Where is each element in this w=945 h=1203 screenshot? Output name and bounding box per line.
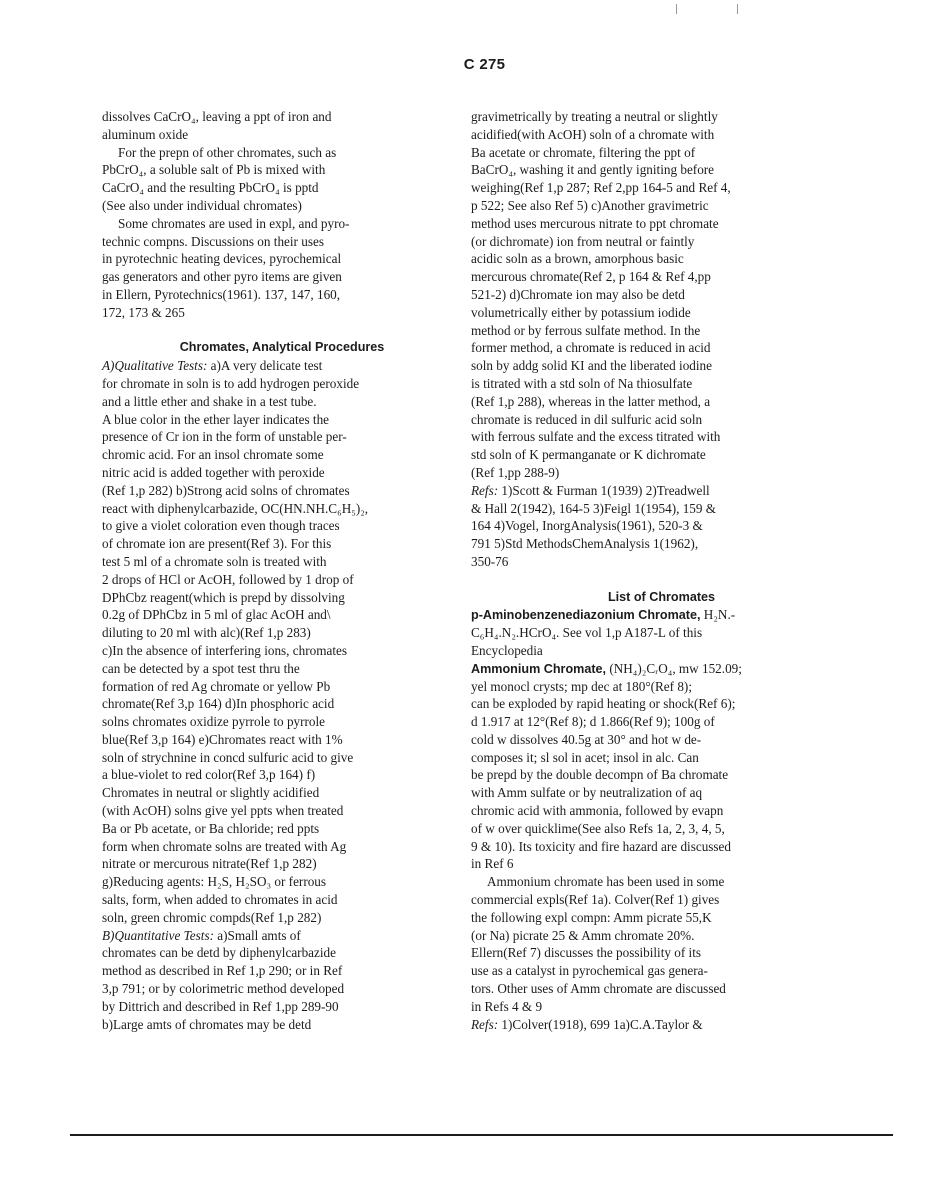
text-line: can be exploded by rapid heating or shock(Ref 6); — [471, 696, 736, 712]
text-line: A blue color in the ether layer indicates the — [102, 411, 330, 427]
text-line: CaCrO₄ and the resulting PbCrO₄ is pptd — [102, 180, 319, 196]
text-line: 0.2g of DPhCbz in 5 ml of glac AcOH and\ — [102, 607, 331, 623]
paragraph — [102, 215, 432, 322]
text-line: and a little ether and shake in a test tube. — [102, 393, 317, 409]
paragraph-line — [471, 482, 816, 500]
text-line: solns chromates oxidize pyrrole to pyrrole — [102, 714, 326, 730]
text-line: in Refs 4 & 9 — [471, 998, 543, 1014]
text-line: test 5 ml of a chromate soln is treated with — [102, 553, 327, 569]
text-line: (Ref 1,pp 288-9) — [471, 464, 560, 480]
text-line: gas generators and other pyro items are given — [102, 269, 342, 285]
text-line: be prepd by the double decompn of Ba chromate — [471, 767, 729, 783]
text-line: method as described in Ref 1,p 290; or in Ref — [102, 963, 343, 979]
text-line: is titrated with a std soln of Na thiosulfate — [471, 375, 693, 391]
paragraph-line — [102, 357, 432, 375]
entry-line — [471, 660, 816, 678]
quantitative-first-line: a)Small amts of — [213, 927, 301, 943]
text-line: by Dittrich and described in Ref 1,pp 289-90 — [102, 998, 339, 1014]
text-line: 9 & 10). Its toxicity and fire hazard are discussed — [471, 838, 732, 854]
entry-name: p-Aminobenzenediazonium Chromate, — [471, 608, 701, 623]
text-line: weighing(Ref 1,p 287; Ref 2,pp 164-5 and Ref 4, — [471, 180, 731, 196]
references-first-line: 1)Scott & Furman 1(1939) 2)Treadwell — [498, 482, 710, 498]
text-line: can be detected by a spot test thru the — [102, 660, 300, 676]
text-line: (Ref 1,p 288), whereas in the latter method, a — [471, 393, 711, 409]
text-line: use as a catalyst in pyrochemical gas genera- — [471, 963, 708, 979]
text-line: react with diphenylcarbazide, OC(HN.NH.C₆H₅)₂, — [102, 500, 369, 516]
left-column — [102, 108, 432, 1033]
text-line: (or dichromate) ion from neutral or faintly — [471, 233, 695, 249]
text-line: & Hall 2(1942), 164-5 3)Feigl 1(1954), 159 & — [471, 500, 717, 516]
text-line: former method, a chromate is reduced in acid — [471, 340, 711, 356]
text-line: 2 drops of HCl or AcOH, followed by 1 drop of — [102, 571, 354, 587]
text-line: Some chromates are used in expl, and pyro- — [118, 215, 350, 231]
text-line: b)Large amts of chromates may be detd — [102, 1016, 312, 1032]
footer-rule — [70, 1134, 893, 1136]
text-line: with ferrous sulfate and the excess titrated with — [471, 429, 721, 445]
scan-mark — [737, 4, 738, 14]
text-line: BaCrO₄, washing it and gently igniting before — [471, 162, 715, 178]
references-label: Refs: — [471, 482, 499, 498]
text-line: of w over quicklime(See also Refs 1a, 2, 3, 4, 5, — [471, 820, 725, 836]
text-line: nitric acid is added together with peroxide — [102, 464, 325, 480]
text-line: the following expl compn: Amm picrate 55,K — [471, 909, 712, 925]
section-heading: Chromates, Analytical Procedures — [179, 340, 385, 355]
text-line: form when chromate solns are treated with Ag — [102, 838, 347, 854]
entry-formula: (NH₄)₂CᵣO₄, mw 152.09; — [606, 660, 742, 676]
qualitative-first-line: a)A very delicate test — [207, 358, 323, 374]
text-line: 350-76 — [471, 553, 509, 569]
text-line: chromic acid. For an insol chromate some — [102, 447, 324, 463]
text-line: Ammonium chromate has been used in some — [487, 874, 725, 890]
text-line: chromate is reduced in dil sulfuric acid soln — [471, 411, 703, 427]
paragraph — [102, 944, 432, 1033]
text-line: mercurous chromate(Ref 2, p 164 & Ref 4,pp — [471, 269, 711, 285]
page-number: C 275 — [463, 56, 506, 73]
text-line: g)Reducing agents: H₂S, H₂SO₃ or ferrous — [102, 874, 327, 890]
text-line: formation of red Ag chromate or yellow Pb — [102, 678, 331, 694]
paragraph — [102, 144, 432, 215]
scan-mark — [676, 4, 677, 14]
entry-line — [471, 606, 816, 624]
text-line: 791 5)Std MethodsChemAnalysis 1(1962), — [471, 536, 699, 552]
text-line: commercial expls(Ref 1a). Colver(Ref 1) gives — [471, 892, 720, 908]
text-line: chromate(Ref 3,p 164) d)In phosphoric acid — [102, 696, 335, 712]
text-line: with Amm sulfate or by neutralization of aq — [471, 785, 703, 801]
text-line: 3,p 791; or by colorimetric method developed — [102, 981, 345, 997]
text-line: blue(Ref 3,p 164) e)Chromates react with 1% — [102, 731, 343, 747]
text-line: (or Na) picrate 25 & Amm chromate 20%. — [471, 927, 695, 943]
quantitative-label: B)Quantitative Tests: — [102, 927, 214, 943]
text-line: composes it; sl sol in acet; insol in alc. Can — [471, 749, 699, 765]
text-line: method uses mercurous nitrate to ppt chromate — [471, 215, 719, 231]
text-line: C₆H₄.N₂.HCrO₄. See vol 1,p A187-L of this — [471, 625, 703, 641]
text-line: 164 4)Vogel, InorgAnalysis(1961), 520-3 & — [471, 518, 703, 534]
text-line: tors. Other uses of Amm chromate are discussed — [471, 981, 726, 997]
text-line: volumetrically either by potassium iodide — [471, 304, 691, 320]
text-line: in Ellern, Pyrotechnics(1961). 137, 147, 160, — [102, 286, 341, 302]
text-line: to give a violet coloration even though traces — [102, 518, 340, 534]
text-line: chromic acid with ammonia, followed by evapn — [471, 803, 724, 819]
text-line: 172, 173 & 265 — [102, 304, 185, 320]
text-line: Chromates in neutral or slightly acidified — [102, 785, 320, 801]
entry-formula: H₂N.- — [700, 607, 736, 623]
text-line: p 522; See also Ref 5) c)Another gravimetric — [471, 197, 709, 213]
text-line: of chromate ion are present(Ref 3). For this — [102, 536, 332, 552]
text-line: PbCrO₄, a soluble salt of Pb is mixed with — [102, 162, 326, 178]
text-line: for chromate in soln is to add hydrogen peroxide — [102, 375, 360, 391]
text-line: soln, green chromic compds(Ref 1,p 282) — [102, 909, 322, 925]
text-line: in Ref 6 — [471, 856, 514, 872]
text-line: (with AcOH) solns give yel ppts when treated — [102, 803, 344, 819]
text-line: d 1.917 at 12°(Ref 8); d 1.866(Ref 9); 100g of — [471, 714, 715, 730]
entry-name: Ammonium Chromate, — [471, 661, 607, 676]
text-line: Ba or Pb acetate, or Ba chloride; red ppts — [102, 820, 320, 836]
text-line: aluminum oxide — [102, 126, 189, 142]
spacer — [102, 322, 432, 340]
text-line: acidified(with AcOH) soln of a chromate with — [471, 126, 715, 142]
paragraph — [471, 500, 816, 571]
text-line: nitrate or mercurous nitrate(Ref 1,p 282) — [102, 856, 317, 872]
text-line: yel monocl crysts; mp dec at 180°(Ref 8); — [471, 678, 692, 694]
text-line: Ba acetate or chromate, filtering the ppt of — [471, 144, 696, 160]
text-line: salts, form, when added to chromates in acid — [102, 892, 338, 908]
text-line: soln of strychnine in concd sulfuric acid to give — [102, 749, 354, 765]
paragraph — [102, 375, 432, 927]
text-line: (See also under individual chromates) — [102, 197, 302, 213]
text-line: technic compns. Discussions on their uses — [102, 233, 324, 249]
paragraph — [471, 624, 816, 660]
right-column — [471, 108, 816, 1033]
text-line: cold w dissolves 40.5g at 30° and hot w de- — [471, 731, 702, 747]
text-line: std soln of K permanganate or K dichromate — [471, 447, 706, 463]
paragraph-line — [471, 1016, 816, 1034]
text-line: dissolves CaCrO₄, leaving a ppt of iron and — [102, 109, 332, 124]
text-line: Encyclopedia — [471, 642, 543, 658]
qualitative-label: A)Qualitative Tests: — [102, 358, 208, 374]
text-line: method or by ferrous sulfate method. In the — [471, 322, 701, 338]
paragraph — [102, 108, 432, 144]
text-line: acidic soln as a brown, amorphous basic — [471, 251, 684, 267]
text-line: presence of Cr ion in the form of unstable per- — [102, 429, 347, 445]
text-line: chromates can be detd by diphenylcarbazide — [102, 945, 336, 961]
text-line: c)In the absence of interfering ions, chromates — [102, 642, 347, 658]
text-line: DPhCbz reagent(which is prepd by dissolving — [102, 589, 345, 605]
text-line: in pyrotechnic heating devices, pyrochemical — [102, 251, 342, 267]
text-line: For the prepn of other chromates, such as — [118, 144, 337, 160]
text-line: 521-2) d)Chromate ion may also be detd — [471, 286, 685, 302]
spacer — [471, 571, 816, 589]
references-first-line: 1)Colver(1918), 699 1a)C.A.Taylor & — [498, 1016, 703, 1032]
paragraph-line — [102, 927, 432, 945]
text-line: a blue-violet to red color(Ref 3,p 164) f) — [102, 767, 316, 783]
paragraph — [471, 873, 816, 1015]
text-line: Ellern(Ref 7) discusses the possibility of its — [471, 945, 702, 961]
text-line: soln by addg solid KI and the liberated iodine — [471, 358, 712, 374]
text-line: diluting to 20 ml with alc)(Ref 1,p 283) — [102, 625, 311, 641]
list-heading: List of Chromates — [607, 589, 716, 604]
references-label: Refs: — [471, 1016, 499, 1032]
text-line: gravimetrically by treating a neutral or slightly — [471, 109, 718, 124]
paragraph — [471, 678, 816, 874]
paragraph — [471, 108, 816, 482]
text-line: (Ref 1,p 282) b)Strong acid solns of chromates — [102, 482, 350, 498]
